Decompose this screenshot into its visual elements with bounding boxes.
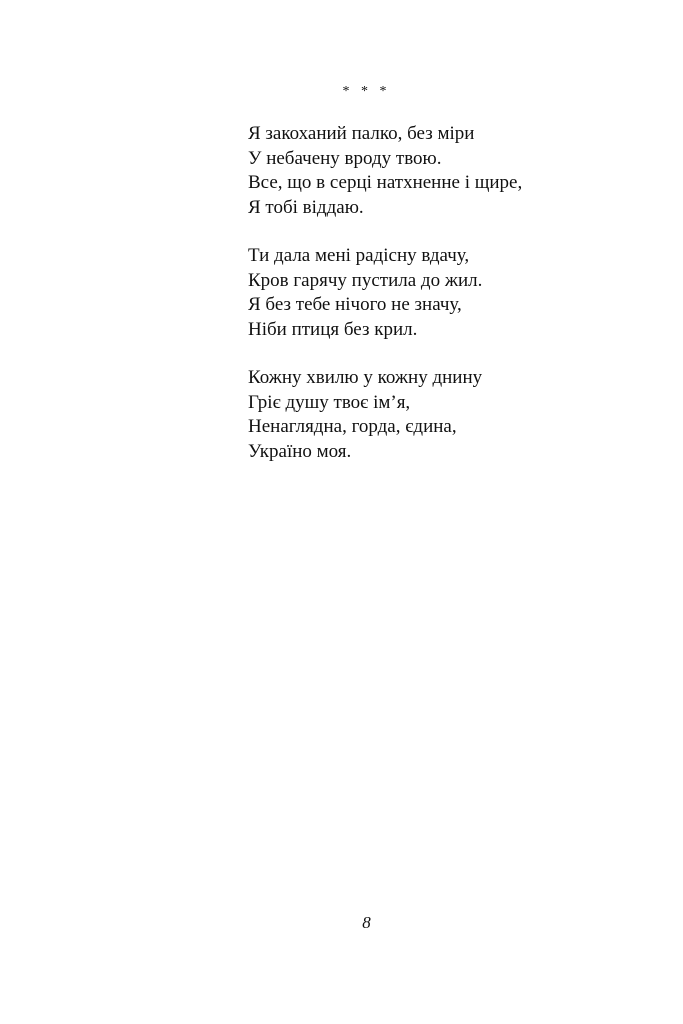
poem-line: У небачену вроду твою. [248, 147, 442, 169]
poem-line: Я закоханий палко, без міри [248, 123, 475, 144]
poem-line: Кожну хвилю у кожну днину [248, 367, 483, 388]
poem-line: Я без тебе нічого не значу, [248, 294, 462, 315]
section-ornament: * * * [342, 84, 391, 99]
poem [248, 122, 648, 488]
stanza-3 [248, 366, 648, 464]
poem-line: Ненаглядна, горда, єдина, [248, 416, 457, 437]
poem-line: Україно моя. [248, 440, 352, 462]
stanza-1 [248, 122, 648, 220]
page-number: 8 [362, 913, 371, 932]
stanza-2 [248, 244, 648, 342]
poem-line: Кров гарячу пустила до жил. [248, 269, 483, 291]
poem-line: Гріє душу твоє ім’я, [248, 391, 411, 413]
poem-line: Я тобі віддаю. [248, 196, 364, 218]
poem-line: Все, що в серці натхненне і щире, [248, 172, 523, 193]
poem-line: Ніби птиця без крил. [248, 318, 418, 340]
poem-line: Ти дала мені радісну вдачу, [248, 245, 470, 266]
